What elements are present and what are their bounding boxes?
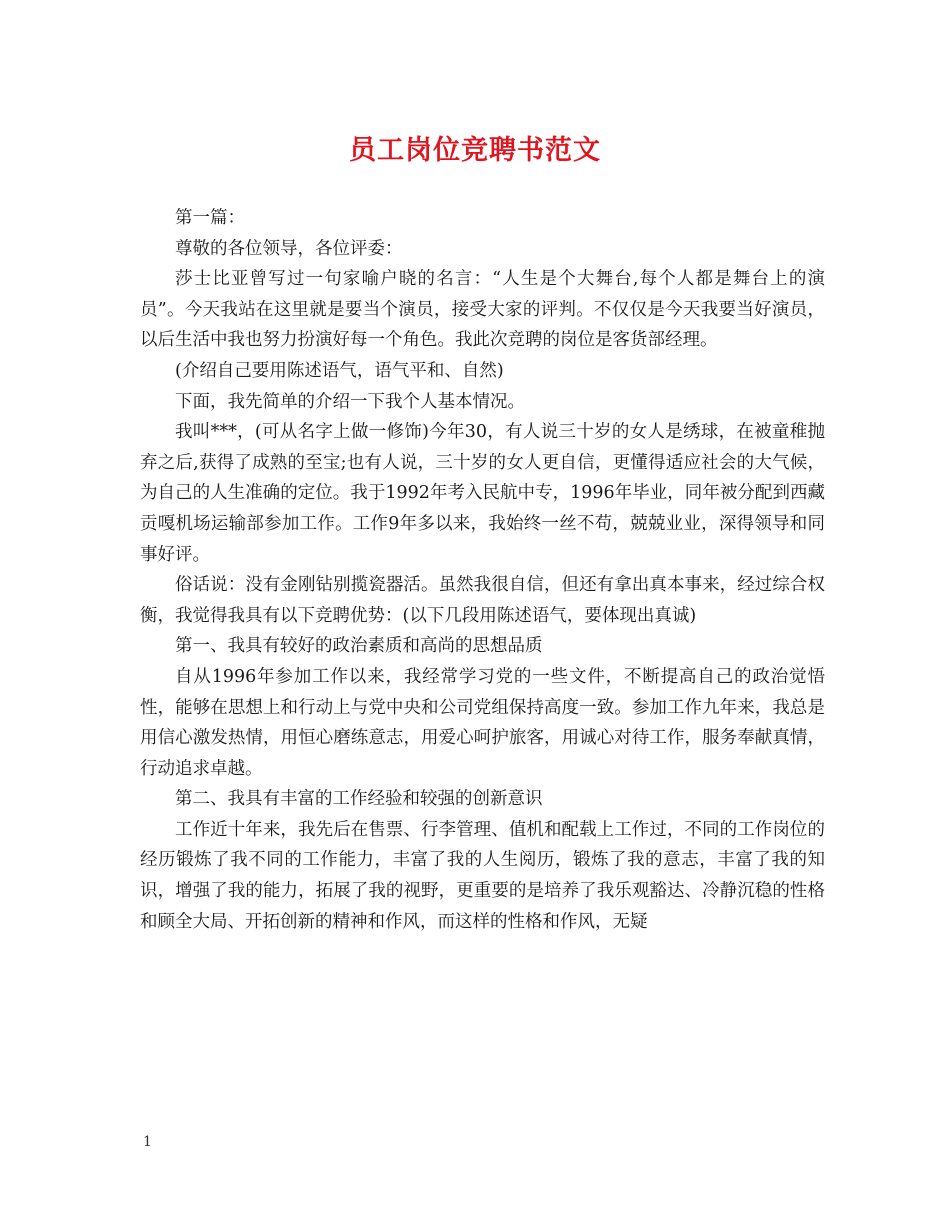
page-number: 1 (143, 1134, 152, 1150)
document-title: 员工岗位竞聘书范文 (349, 135, 601, 166)
paragraph: 第一篇： (175, 208, 245, 228)
paragraph: 莎士比亚曾写过一句家喻户晓的名言：“人生是个大舞台,每个人都是舞台上的演员”。今天我站在这里就是要当个演员，接受大家的评判。不仅仅是今天我要当好演员，以后生活中我也努力扮演好每一个角色。我此次竞聘的岗位是客货部经理。 (140, 269, 825, 351)
paragraph: 第一、我具有较好的政治素质和高尚的思想品质 (175, 636, 543, 657)
paragraph: (介绍自己要用陈述语气，语气平和、自然) (175, 360, 504, 381)
paragraph: 自从1996年参加工作以来，我经常学习党的一些文件，不断提高自己的政治觉悟性，能够在思想上和行动上与党中央和公司党组保持高度一致。参加工作九年来，我总是用信心激发热情，用恒心磨练意志，用爱心呵护旅客，用诚心对待工作，服务奉献真情，行动追求卓越。 (140, 666, 825, 779)
paragraph: 俗话说：没有金刚钻别揽瓷器活。虽然我很自信，但还有拿出真本事来，经过综合权衡，我觉得我具有以下竞聘优势：(以下几段用陈述语气，要体现出真诚) (140, 575, 825, 626)
paragraph: 下面，我先简单的介绍一下我个人基本情况。 (175, 391, 525, 412)
paragraph: 我叫***，(可从名字上做一修饰)今年30，有人说三十岁的女人是绣球，在被童稚抛弃之后,获得了成熟的至宝;也有人说，三十岁的女人更自信，更懂得适应社会的大气候，为自己的人生准确的定位。我于1992年考入民航中专，1996年毕业，同年被分配到西藏贡嘎机场运输部参加工作。工作9年多以来，我始终一丝不苟，兢兢业业，深得领导和同事好评。 (140, 422, 825, 565)
paragraph: 工作近十年来，我先后在售票、行李管理、值机和配载上工作过，不同的工作岗位的经历锻炼了我不同的工作能力，丰富了我的人生阅历，锻炼了我的意志，丰富了我的知识，增强了我的能力，拓展了我的视野，更重要的是培养了我乐观豁达、冷静沉稳的性格和顾全大局、开拓创新的精神和作风，而这样的性格和作风，无疑 (140, 819, 825, 932)
paragraph: 尊敬的各位领导，各位评委： (175, 238, 403, 259)
document-body (140, 203, 825, 937)
paragraph: 第二、我具有丰富的工作经验和较强的创新意识 (175, 789, 543, 810)
